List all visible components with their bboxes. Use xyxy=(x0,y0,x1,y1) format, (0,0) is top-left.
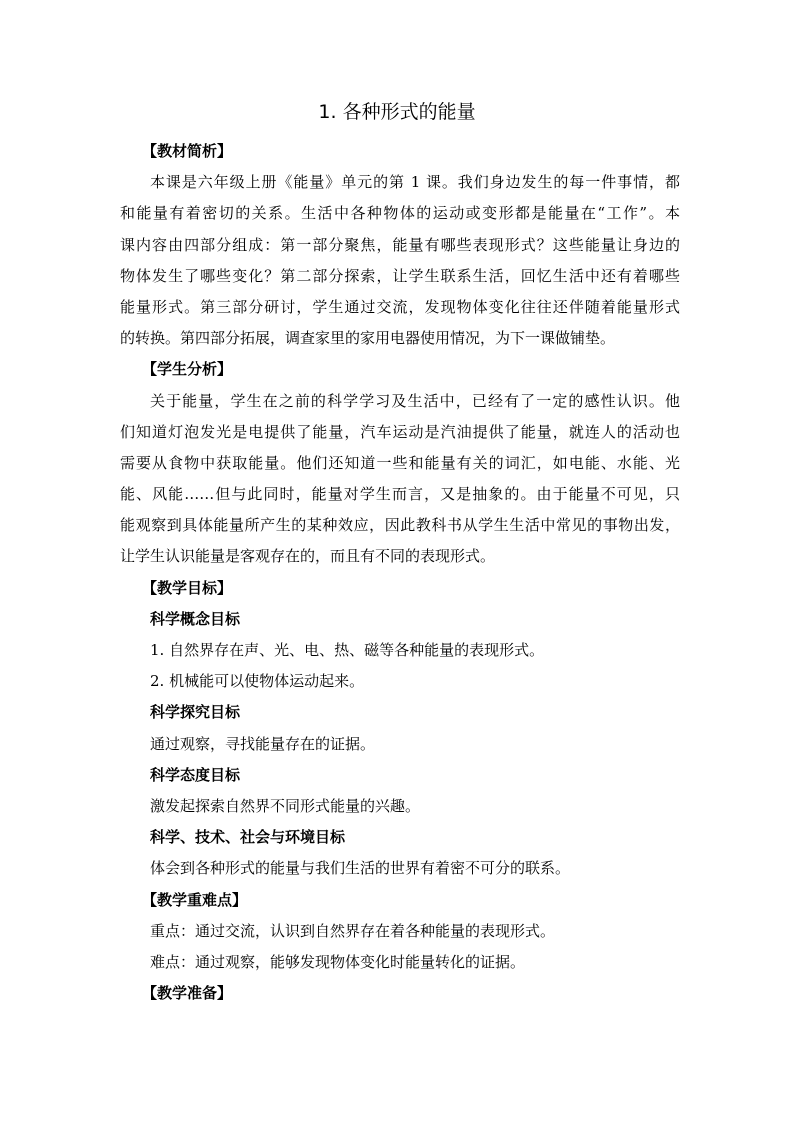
paragraph-line: 课内容由四部分组成：第一部分聚焦，能量有哪些表现形式？这些能量让身边的 xyxy=(120,235,680,254)
paragraph-line: 需要从食物中获取能量。他们还知道一些和能量有关的词汇，如电能、水能、光 xyxy=(120,453,680,472)
subheading-concept-goals: 科学概念目标 xyxy=(150,609,241,628)
heading-preparation: 【教学准备】 xyxy=(142,984,233,1003)
paragraph-line: 能量形式。第三部分研讨，学生通过交流，发现物体变化往往还伴随着能量形式 xyxy=(120,297,680,316)
inquiry-goal-text: 通过观察，寻找能量存在的证据。 xyxy=(150,734,376,753)
subheading-inquiry-goals: 科学探究目标 xyxy=(150,703,241,722)
subheading-attitude-goals: 科学态度目标 xyxy=(150,765,241,784)
heading-textbook-analysis: 【教材简析】 xyxy=(142,142,233,160)
paragraph-line: 关于能量，学生在之前的科学学习及生活中，已经有了一定的感性认识。他 xyxy=(150,391,680,410)
list-item: 1. 自然界存在声、光、电、热、磁等各种能量的表现形式。 xyxy=(150,641,545,659)
heading-key-points: 【教学重难点】 xyxy=(142,890,248,909)
subheading-sts-goals: 科学、技术、社会与环境目标 xyxy=(150,828,346,847)
paragraph-line: 让学生认识能量是客观存在的，而且有不同的表现形式。 xyxy=(120,547,496,566)
paragraph-line: 和能量有着密切的关系。生活中各种物体的运动或变形都是能量在“工作”。本 xyxy=(120,204,680,223)
paragraph-line: 物体发生了哪些变化？第二部分探索，让学生联系生活，回忆生活中还有着哪些 xyxy=(120,266,680,285)
page-title: 1. 各种形式的能量 xyxy=(318,101,476,123)
paragraph-line: 能、风能……但与此同时，能量对学生而言，又是抽象的。由于能量不可见，只 xyxy=(120,485,680,504)
attitude-goal-text: 激发起探索自然界不同形式能量的兴趣。 xyxy=(150,796,421,815)
document-body xyxy=(120,136,680,1009)
paragraph-line: 能观察到具体能量所产生的某种效应，因此教科书从学生生活中常见的事物出发， xyxy=(120,516,680,535)
paragraph-line: 们知道灯泡发光是电提供了能量，汽车运动是汽油提供了能量，就连人的活动也 xyxy=(120,422,680,441)
sts-goal-text: 体会到各种形式的能量与我们生活的世界有着密不可分的联系。 xyxy=(150,859,571,878)
key-point-text: 重点：通过交流，认识到自然界存在着各种能量的表现形式。 xyxy=(150,921,556,940)
paragraph-line: 本课是六年级上册《能量》单元的第 1 课。我们身边发生的每一件事情，都 xyxy=(150,173,680,192)
difficulty-point-text: 难点：通过观察，能够发现物体变化时能量转化的证据。 xyxy=(150,952,526,971)
list-item: 2. 机械能可以使物体运动起来。 xyxy=(150,672,365,691)
paragraph-line: 的转换。第四部分拓展，调查家里的家用电器使用情况，为下一课做铺垫。 xyxy=(120,329,616,348)
heading-teaching-goals: 【教学目标】 xyxy=(142,578,233,597)
heading-student-analysis: 【学生分析】 xyxy=(142,360,233,379)
